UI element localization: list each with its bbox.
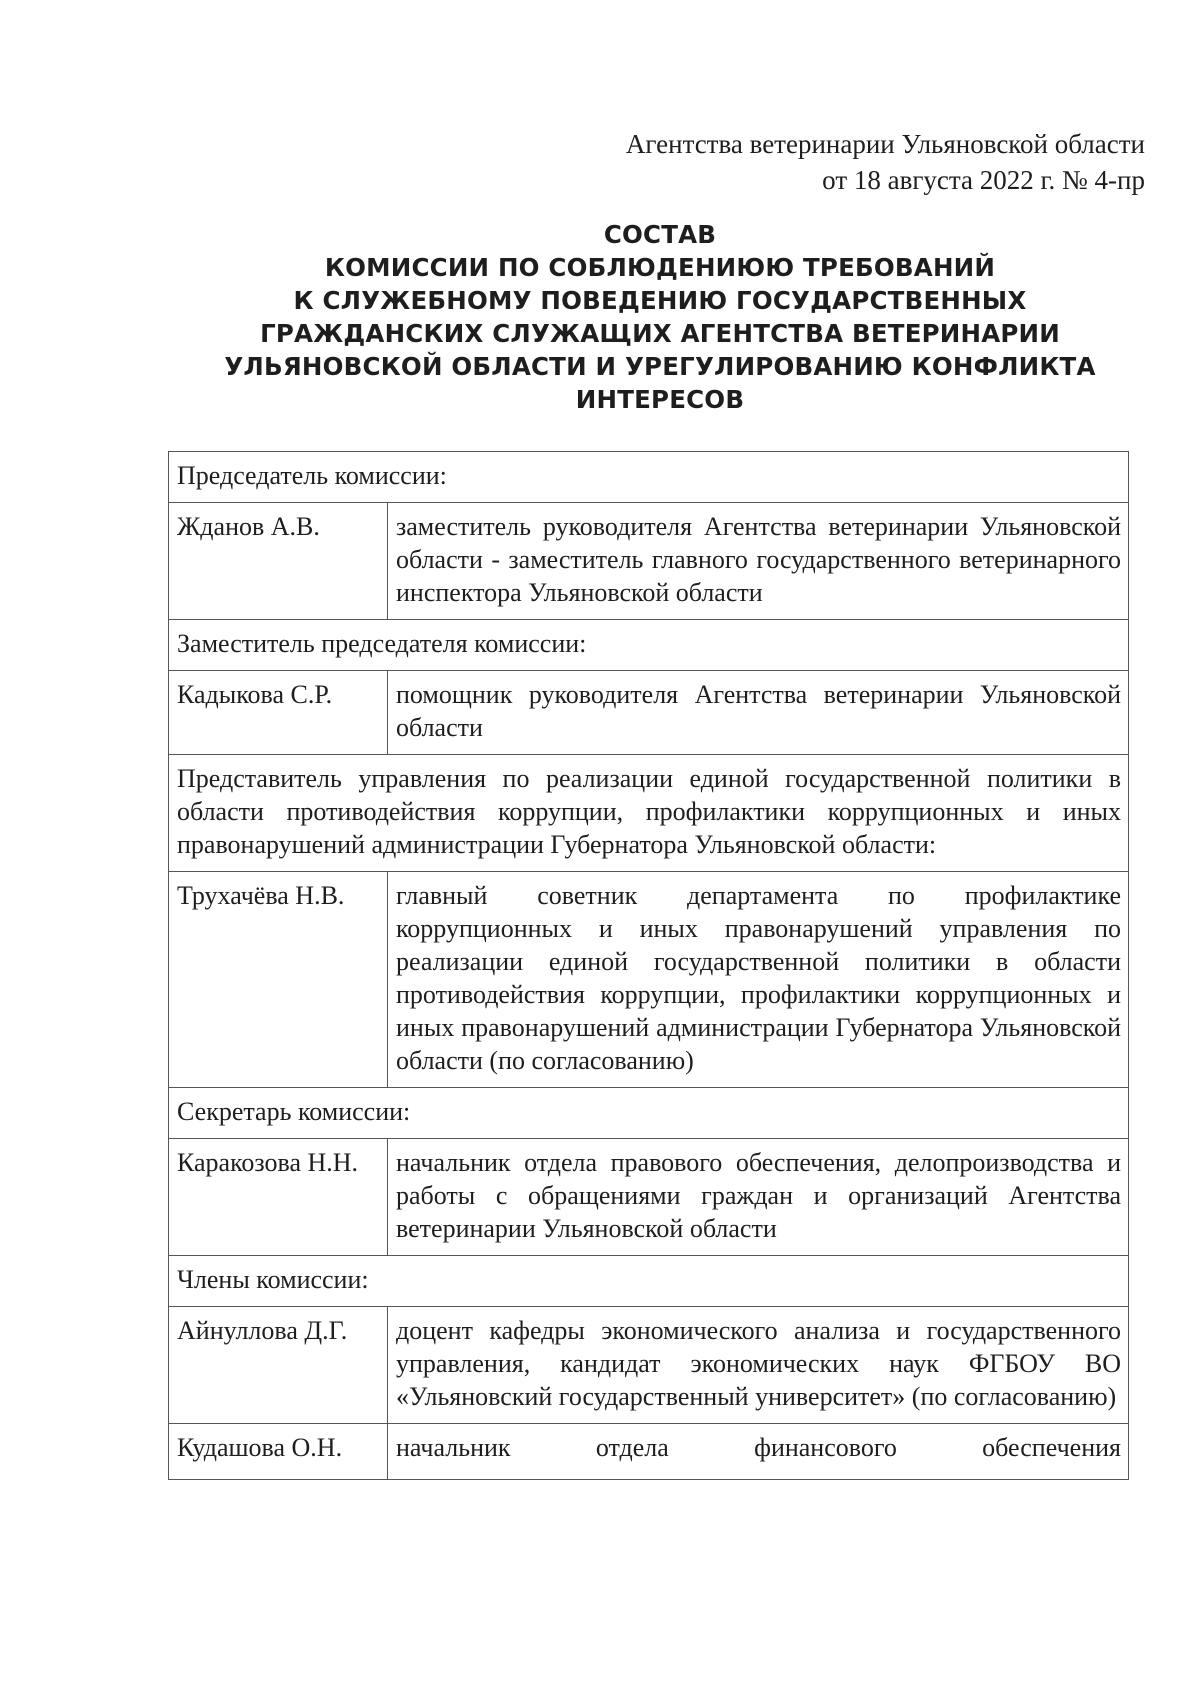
member-name: Трухачёва Н.В.: [169, 872, 388, 1088]
title-line: К СЛУЖЕБНОМУ ПОВЕДЕНИЮ ГОСУДАРСТВЕННЫХ: [293, 286, 1027, 315]
member-name: Айнуллова Д.Г.: [169, 1307, 388, 1424]
table-row: [169, 620, 1129, 671]
document-title: [195, 218, 1125, 416]
header-line-date: от 18 августа 2022 г. № 4-пр: [822, 165, 1145, 195]
committee-table: [168, 451, 1129, 1480]
member-name: Кадыкова С.Р.: [169, 671, 388, 755]
table-row: [169, 1256, 1129, 1307]
table-row: [169, 671, 1129, 755]
member-position: начальник отдела правового обеспечения, делопроизводства и работы с обращениями граждан и организаций Агентства ветеринарии Ульяновской области: [388, 1139, 1129, 1256]
member-name: Каракозова Н.Н.: [169, 1139, 388, 1256]
member-position: заместитель руководителя Агентства ветеринарии Ульяновской области - заместитель главного государственного ветеринарного инспектора Ульяновской области: [388, 503, 1129, 620]
table-row: [169, 1307, 1129, 1424]
member-position: начальник отдела финансового обеспечения: [388, 1424, 1129, 1480]
member-name: Кудашова О.Н.: [169, 1424, 388, 1480]
table-row: [169, 452, 1129, 503]
section-heading-deputy: Заместитель председателя комиссии:: [169, 620, 1129, 671]
section-heading-secretary: Секретарь комиссии:: [169, 1088, 1129, 1139]
member-position: доцент кафедры экономического анализа и государственного управления, кандидат экономических наук ФГБОУ ВО «Ульяновский государственный университет» (по согласованию): [388, 1307, 1129, 1424]
member-position: главный советник департамента по профилактике коррупционных и иных правонарушений управления по реализации единой государственной политики в области противодействия коррупции, профилактики коррупционных и иных правонарушений администрации Губернатора Ульяновской области (по согласованию): [388, 872, 1129, 1088]
section-heading-representative: Представитель управления по реализации единой государственной политики в области противодействия коррупции, профилактики коррупционных и иных правонарушений администрации Губернатора Ульяновской области:: [169, 755, 1129, 872]
title-line: КОМИССИИ ПО СОБЛЮДЕНИЮЮ ТРЕБОВАНИЙ: [324, 253, 996, 282]
section-heading-chair: Председатель комиссии:: [169, 452, 1129, 503]
title-line: УЛЬЯНОВСКОЙ ОБЛАСТИ И УРЕГУЛИРОВАНИЮ КОНФЛИКТА: [224, 352, 1096, 381]
document-header: [626, 126, 1145, 198]
table-row: [169, 755, 1129, 872]
member-name: Жданов А.В.: [169, 503, 388, 620]
header-line-agency: Агентства ветеринарии Ульяновской области: [625, 129, 1145, 159]
title-line: ИНТЕРЕСОВ: [575, 385, 745, 414]
table-row: [169, 872, 1129, 1088]
table-row: [169, 1424, 1129, 1480]
title-line: ГРАЖДАНСКИХ СЛУЖАЩИХ АГЕНТСТВА ВЕТЕРИНАРИИ: [260, 319, 1060, 348]
table-row: [169, 1139, 1129, 1256]
section-heading-members: Члены комиссии:: [169, 1256, 1129, 1307]
member-position: помощник руководителя Агентства ветеринарии Ульяновской области: [388, 671, 1129, 755]
table-row: [169, 503, 1129, 620]
table-row: [169, 1088, 1129, 1139]
title-line: СОСТАВ: [603, 220, 717, 249]
